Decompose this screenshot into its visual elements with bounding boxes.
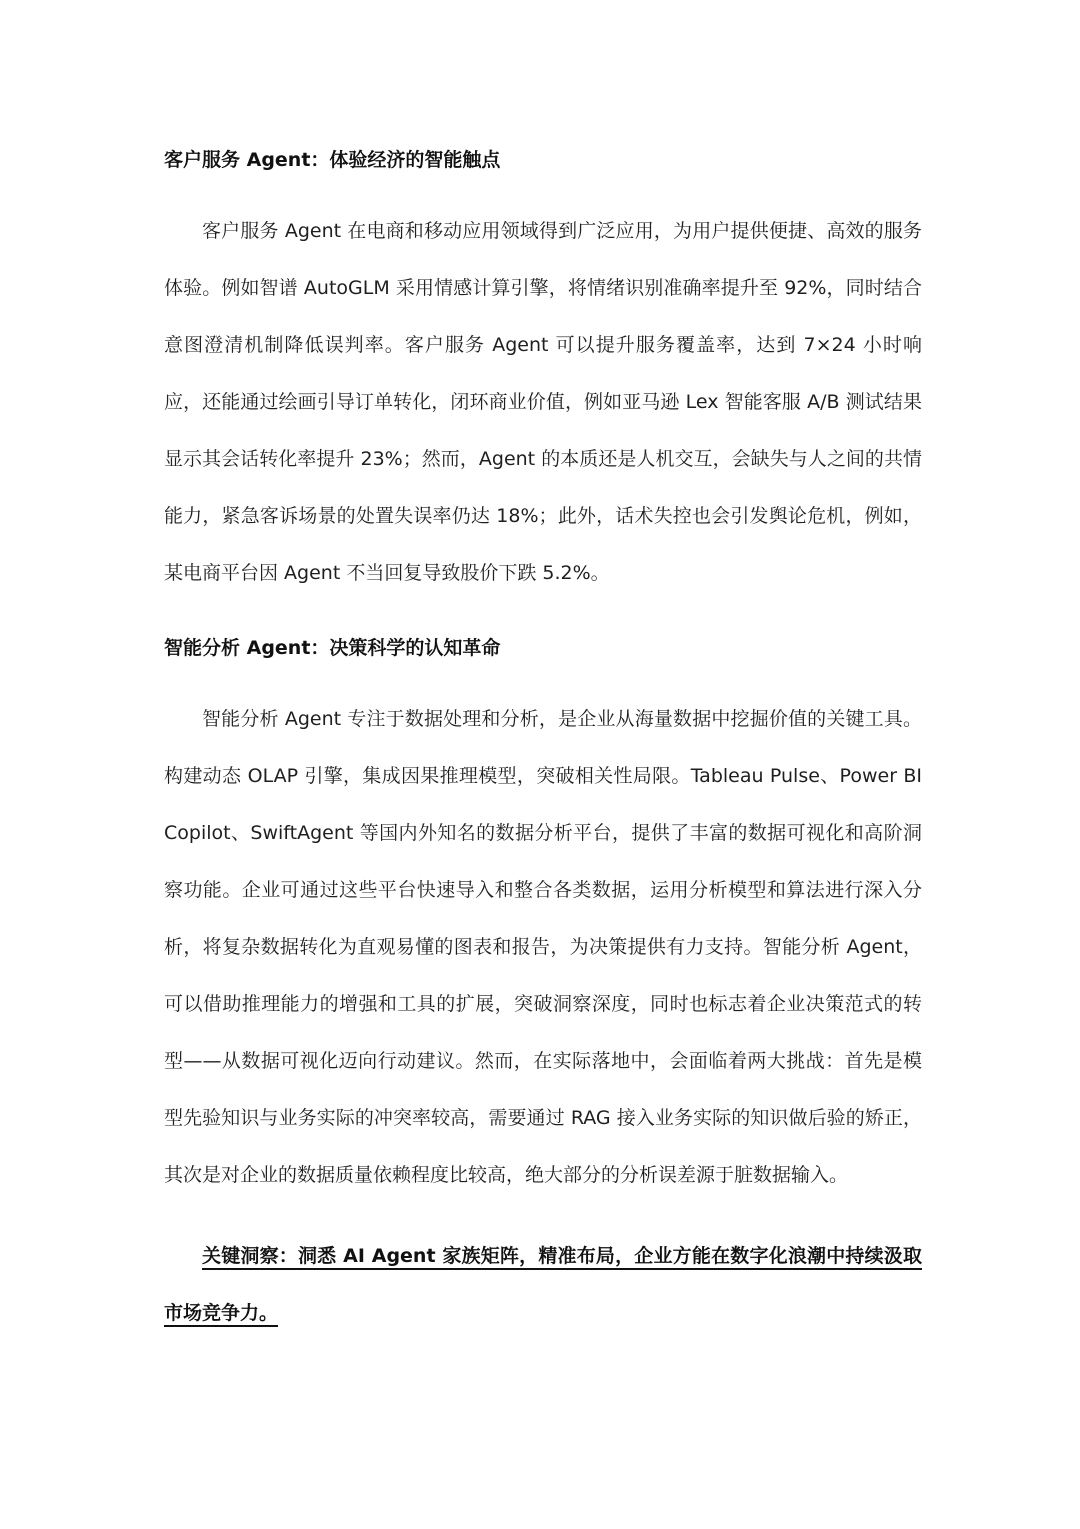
section-paragraph-customer-service: 客户服务 Agent 在电商和移动应用领域得到广泛应用，为用户提供便捷、高效的服务体验。例如智谱 AutoGLM 采用情感计算引擎，将情绪识别准确率提升至 92%，同时结合意图澄清机制降低误判率。客户服务 Agent 可以提升服务覆盖率，达到 7×24 小时响应，还能通过绘画引导订单转化，闭环商业价值，例如亚马逊 Lex 智能客服 A/B 测试结果显示其会话转化率提升 23%；然而，Agent 的本质还是人机交互，会缺失与人之间的共情能力，紧急客诉场景的处置失误率仍达 18%；此外，话术失控也会引发舆论危机，例如，某电商平台因 Agent 不当回复导致股价下跌 5.2%。 bbox=[164, 220, 922, 584]
section-heading-intelligent-analysis: 智能分析 Agent：决策科学的认知革命 bbox=[164, 637, 501, 659]
section-heading-customer-service: 客户服务 Agent：体验经济的智能触点 bbox=[164, 149, 501, 171]
key-insight-paragraph bbox=[164, 1228, 922, 1342]
key-insight-text: 关键洞察：洞悉 AI Agent 家族矩阵，精准布局，企业方能在数字化浪潮中持续汲取市场竞争力。 bbox=[164, 1245, 922, 1324]
document-page bbox=[164, 136, 922, 1361]
section-paragraph-intelligent-analysis: 智能分析 Agent 专注于数据处理和分析，是企业从海量数据中挖掘价值的关键工具。构建动态 OLAP 引擎，集成因果推理模型，突破相关性局限。Tableau Pulse、Power BI Copilot、SwiftAgent 等国内外知名的数据分析平台，提供了丰富的数据可视化和高阶洞察功能。企业可通过这些平台快速导入和整合各类数据，运用分析模型和算法进行深入分析，将复杂数据转化为直观易懂的图表和报告，为决策提供有力支持。智能分析 Agent，可以借助推理能力的增强和工具的扩展，突破洞察深度，同时也标志着企业决策范式的转型——从数据可视化迈向行动建议。然而，在实际落地中，会面临着两大挑战：首先是模型先验知识与业务实际的冲突率较高，需要通过 RAG 接入业务实际的知识做后验的矫正，其次是对企业的数据质量依赖程度比较高，绝大部分的分析误差源于脏数据输入。 bbox=[164, 708, 922, 1186]
